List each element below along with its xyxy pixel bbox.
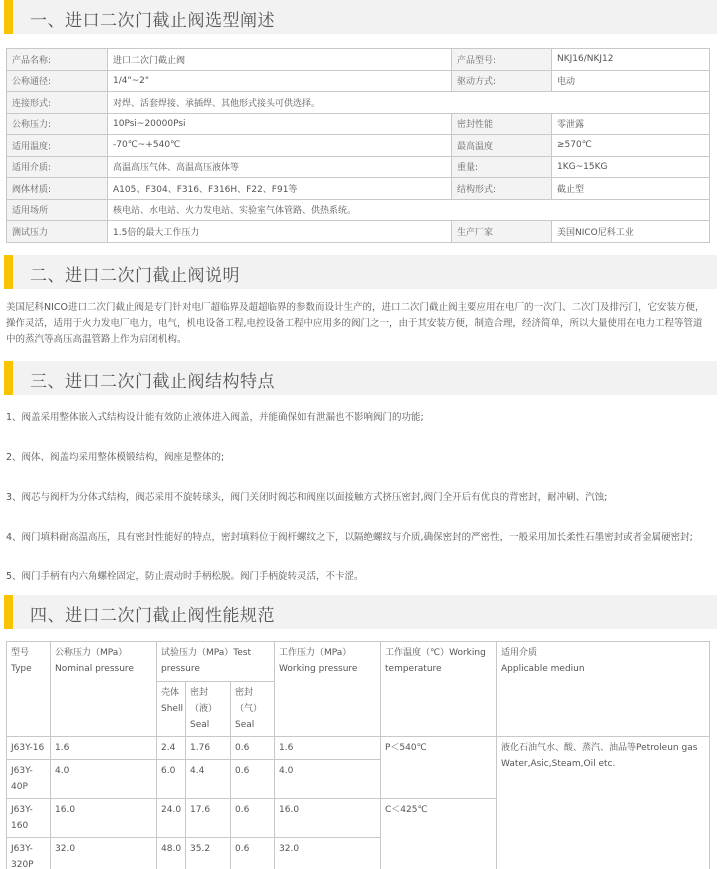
table-row xyxy=(7,178,710,200)
field-value: 1KG~15KG xyxy=(552,156,710,178)
field-value: 进口二次门截止阀 xyxy=(108,49,452,71)
cell-working: 1.6 xyxy=(275,737,381,760)
cell-seal-gas: 0.6 xyxy=(231,760,275,799)
field-value: 电动 xyxy=(552,70,710,92)
cell-shell: 48.0 xyxy=(157,838,186,869)
section-header-selection xyxy=(4,0,717,34)
field-label: 重量: xyxy=(452,156,552,178)
field-value: A105、F304、F316、F316H、F22、F91等 xyxy=(108,178,452,200)
section-header-spec xyxy=(4,595,717,629)
cell-shell: 2.4 xyxy=(157,737,186,760)
section-title: 三、进口二次门截止阀结构特点 xyxy=(30,372,275,392)
table-row xyxy=(7,156,710,178)
field-label: 适用场所 xyxy=(7,199,108,221)
cell-working: 16.0 xyxy=(275,799,381,838)
cell-seal-liquid: 1.76 xyxy=(186,737,231,760)
feature-item: 5、阀门手柄有内六角螺栓固定，防止震动时手柄松脱。阀门手柄旋转灵活，不卡涩。 xyxy=(6,571,364,582)
cell-temperature: C＜425℃ xyxy=(381,799,497,869)
field-label: 连接形式: xyxy=(7,92,108,114)
cell-seal-gas: 0.6 xyxy=(231,799,275,838)
field-label: 公称压力: xyxy=(7,113,108,135)
accent-bar xyxy=(4,255,13,289)
cell-nominal: 1.6 xyxy=(51,737,157,760)
cell-temperature: P＜540℃ xyxy=(381,737,497,799)
field-label: 公称通径: xyxy=(7,70,108,92)
table-row xyxy=(7,113,710,135)
section-title: 一、进口二次门截止阀选型阐述 xyxy=(30,11,275,31)
table-row xyxy=(7,49,710,71)
cell-working: 4.0 xyxy=(275,760,381,799)
field-label: 测试压力 xyxy=(7,221,108,243)
section-header-features xyxy=(4,361,717,395)
field-value: ≥570℃ xyxy=(552,135,710,157)
cell-shell: 6.0 xyxy=(157,760,186,799)
table-row xyxy=(7,92,710,114)
spec-table xyxy=(6,641,710,869)
field-value: 截止型 xyxy=(552,178,710,200)
cell-seal-liquid: 35.2 xyxy=(186,838,231,869)
cell-seal-liquid: 17.6 xyxy=(186,799,231,838)
field-value: 美国NICO尼科工业 xyxy=(552,221,710,243)
feature-item: 3、阀芯与阀杆为分体式结构，阀芯采用不旋转球头，阀门关闭时阀芯和阀座以面接触方式挤压密封,阀门全开后有优良的背密封，耐冲刷、汽蚀; xyxy=(6,492,608,503)
cell-seal-gas: 0.6 xyxy=(231,737,275,760)
header-nominal-pressure: 公称压力（MPa） Nominal pressure xyxy=(51,642,157,737)
feature-item: 1、阀盖采用整体嵌入式结构设计能有效防止液体进入阀盖，并能确保如有泄漏也不影响阀门的功能; xyxy=(6,412,424,423)
field-label: 产品名称: xyxy=(7,49,108,71)
field-value: 10Psi~20000Psi xyxy=(108,113,452,135)
field-label: 结构形式: xyxy=(452,178,552,200)
table-row xyxy=(7,70,710,92)
header-seal-gas: 密封 （气） Seal xyxy=(231,682,275,737)
field-label: 驱动方式: xyxy=(452,70,552,92)
accent-bar xyxy=(4,595,13,629)
header-seal-liquid: 密封 （液） Seal xyxy=(186,682,231,737)
section-title: 二、进口二次门截止阀说明 xyxy=(30,266,240,286)
selection-table xyxy=(6,48,710,243)
cell-model: J63Y-40P xyxy=(7,760,51,799)
field-value: 对焊、活套焊接、承插焊、其他形式接头可供选择。 xyxy=(108,92,710,114)
cell-nominal: 4.0 xyxy=(51,760,157,799)
header-working-pressure: 工作压力（MPa） Working pressure xyxy=(275,642,381,737)
field-value: 零泄露 xyxy=(552,113,710,135)
cell-seal-liquid: 4.4 xyxy=(186,760,231,799)
field-value: -70℃~+540℃ xyxy=(108,135,452,157)
field-value: 核电站、水电站、火力发电站、实验室气体管路、供热系统。 xyxy=(108,199,710,221)
field-label: 最高温度 xyxy=(452,135,552,157)
table-row xyxy=(7,199,710,221)
table-row xyxy=(7,221,710,243)
section-header-description xyxy=(4,255,717,289)
cell-medium: 液化石油气水、酸、蒸汽、油品等Petroleun gas Water,Asic,Steam,Oil etc. xyxy=(497,737,710,869)
cell-working: 32.0 xyxy=(275,838,381,869)
field-label: 适用温度: xyxy=(7,135,108,157)
field-label: 生产厂家 xyxy=(452,221,552,243)
feature-item: 2、阀体、阀盖均采用整体模锻结构，阀座是整体的; xyxy=(6,452,225,463)
cell-model: J63Y-160 xyxy=(7,799,51,838)
cell-nominal: 32.0 xyxy=(51,838,157,869)
field-value: 1/4"~2" xyxy=(108,70,452,92)
header-medium: 适用介质 Applicable mediun xyxy=(497,642,710,737)
field-value: 高温高压气体、高温高压液体等 xyxy=(108,156,452,178)
accent-bar xyxy=(4,361,13,395)
field-label: 产品型号: xyxy=(452,49,552,71)
field-label: 阀体材质: xyxy=(7,178,108,200)
header-working-temperature: 工作温度（℃）Working temperature xyxy=(381,642,497,737)
field-label: 密封性能 xyxy=(452,113,552,135)
header-model: 型号 Type xyxy=(7,642,51,737)
header-shell: 壳体 Shell xyxy=(157,682,186,737)
table-row xyxy=(7,135,710,157)
field-value: 1.5倍的最大工作压力 xyxy=(108,221,452,243)
cell-shell: 24.0 xyxy=(157,799,186,838)
header-test-pressure: 试验压力（MPa）Test pressure xyxy=(157,642,275,682)
cell-seal-gas: 0.6 xyxy=(231,838,275,869)
cell-model: J63Y-320P xyxy=(7,838,51,869)
cell-model: J63Y-16 xyxy=(7,737,51,760)
feature-item: 4、阀门填料耐高温高压，具有密封性能好的特点，密封填料位于阀杆螺纹之下，以隔绝螺纹与介质,确保密封的严密性，一般采用加长柔性石墨密封或者金属硬密封; xyxy=(6,532,693,543)
description-paragraph: 美国尼科NICO进口二次门截止阀是专门针对电厂超临界及超超临界的参数而设计生产的，进口二次门截止阀主要应用在电厂的一次门、二次门及排污门，它安装方便，操作灵活，适用于火力发电厂电力，电气，机电设备工程,电控设备工程中应用多的阀门之一，由于其安装方便，制造合理，经济简单，所以大量使用在电力工程等管道中的蒸汽等高压高温管路上作为启闭机构。 xyxy=(6,302,705,345)
section-title: 四、进口二次门截止阀性能规范 xyxy=(30,606,275,626)
accent-bar xyxy=(4,0,13,34)
field-label: 适用介质: xyxy=(7,156,108,178)
field-value: NKJ16/NKJ12 xyxy=(552,49,710,71)
cell-nominal: 16.0 xyxy=(51,799,157,838)
